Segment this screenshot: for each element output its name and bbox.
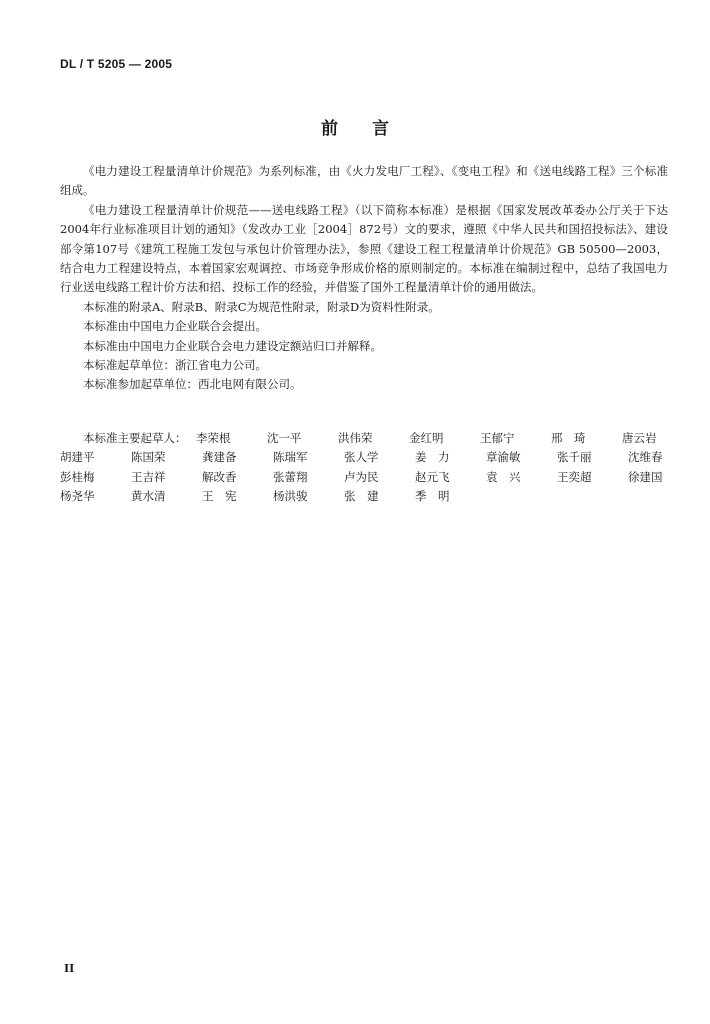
preface-paragraph: 本标准起草单位：浙江省电力公司。 — [83, 358, 267, 373]
document-code-header: DL / T 5205 — 2005 — [60, 57, 173, 71]
drafter-name: 王吉祥 — [131, 469, 166, 484]
drafters-row — [60, 487, 680, 506]
preface-paragraph: 本标准由中国电力企业联合会提出。 — [83, 319, 267, 334]
drafter-name: 龚建备 — [202, 450, 237, 465]
drafter-name: 张 建 — [344, 489, 379, 504]
drafter-name: 沈维春 — [628, 450, 663, 465]
drafters-row — [60, 448, 680, 467]
drafter-name: 陈国荣 — [131, 450, 166, 465]
preface-body — [60, 162, 668, 395]
drafter-name: 张千丽 — [557, 450, 592, 465]
preface-paragraph: 《电力建设工程量清单计价规范——送电线路工程》（以下简称本标准）是根据《国家发展改革委办公厅关于下达2004年行业标准项目计划的通知》（发改办工业［2004］872号）文的要求，遵照《中华人民共和国招投标法》、建设部令第107号《建筑工程施工发包与承包计价管理办法》，参照《建设工程工程量清单计价规范》GB 50500—2003，结合电力工程建设特点，本着国家宏观调控、市场竞争形成价格的原则制定的。本标准在编制过程中，总结了我国电力行业送电线路工程计价方法和招、投标工作的经验，并借鉴了国外工程量清单计价的通用做法。 — [60, 202, 668, 295]
drafter-name: 卢为民 — [344, 469, 379, 484]
drafter-name: 张人学 — [344, 450, 379, 465]
drafter-name: 洪伟荣 — [338, 431, 373, 445]
drafters-row — [60, 468, 680, 487]
preface-paragraph: 本标准由中国电力企业联合会电力建设定额站归口并解释。 — [83, 338, 382, 353]
page-number: II — [64, 962, 75, 975]
drafter-name: 解改香 — [202, 469, 237, 484]
drafter-name: 杨洪骏 — [273, 489, 308, 504]
drafter-name: 章渝敏 — [486, 450, 521, 465]
drafter-name: 袁 兴 — [486, 469, 521, 484]
drafters-lead-label: 本标准主要起草人： — [83, 431, 187, 445]
drafter-name: 杨尧华 — [60, 489, 95, 504]
drafter-name: 邢 琦 — [551, 431, 586, 445]
drafters-list — [60, 429, 680, 507]
page-title: 前言 — [321, 119, 423, 139]
drafter-name: 彭桂梅 — [60, 469, 95, 484]
drafter-name: 胡建平 — [60, 450, 95, 465]
drafter-name: 赵元飞 — [415, 469, 450, 484]
preface-paragraph: 本标准的附录A、附录B、附录C为规范性附录，附录D为资料性附录。 — [83, 299, 440, 314]
drafter-name: 唐云岩 — [622, 431, 657, 445]
drafter-name: 王郁宁 — [480, 431, 515, 445]
drafter-name: 李荣根 — [196, 431, 231, 445]
preface-paragraph: 本标准参加起草单位：西北电网有限公司。 — [83, 377, 302, 392]
drafter-name: 金红明 — [409, 431, 444, 445]
preface-paragraph: 《电力建设工程量清单计价规范》为系列标准，由《火力发电厂工程》、《变电工程》和《送电线路工程》三个标准组成。 — [60, 164, 668, 198]
drafter-name: 黄水清 — [131, 489, 166, 504]
drafters-lead-row — [60, 429, 680, 448]
drafter-name: 张蕾翔 — [273, 469, 308, 484]
drafter-name: 季 明 — [415, 489, 450, 504]
drafter-name: 沈一平 — [267, 431, 302, 445]
drafter-name: 王 宪 — [202, 489, 237, 504]
drafter-name: 陈瑞军 — [273, 450, 308, 465]
drafter-name: 姜 力 — [415, 450, 450, 465]
drafter-name: 王奕超 — [557, 469, 592, 484]
drafter-name: 徐建国 — [628, 469, 663, 484]
